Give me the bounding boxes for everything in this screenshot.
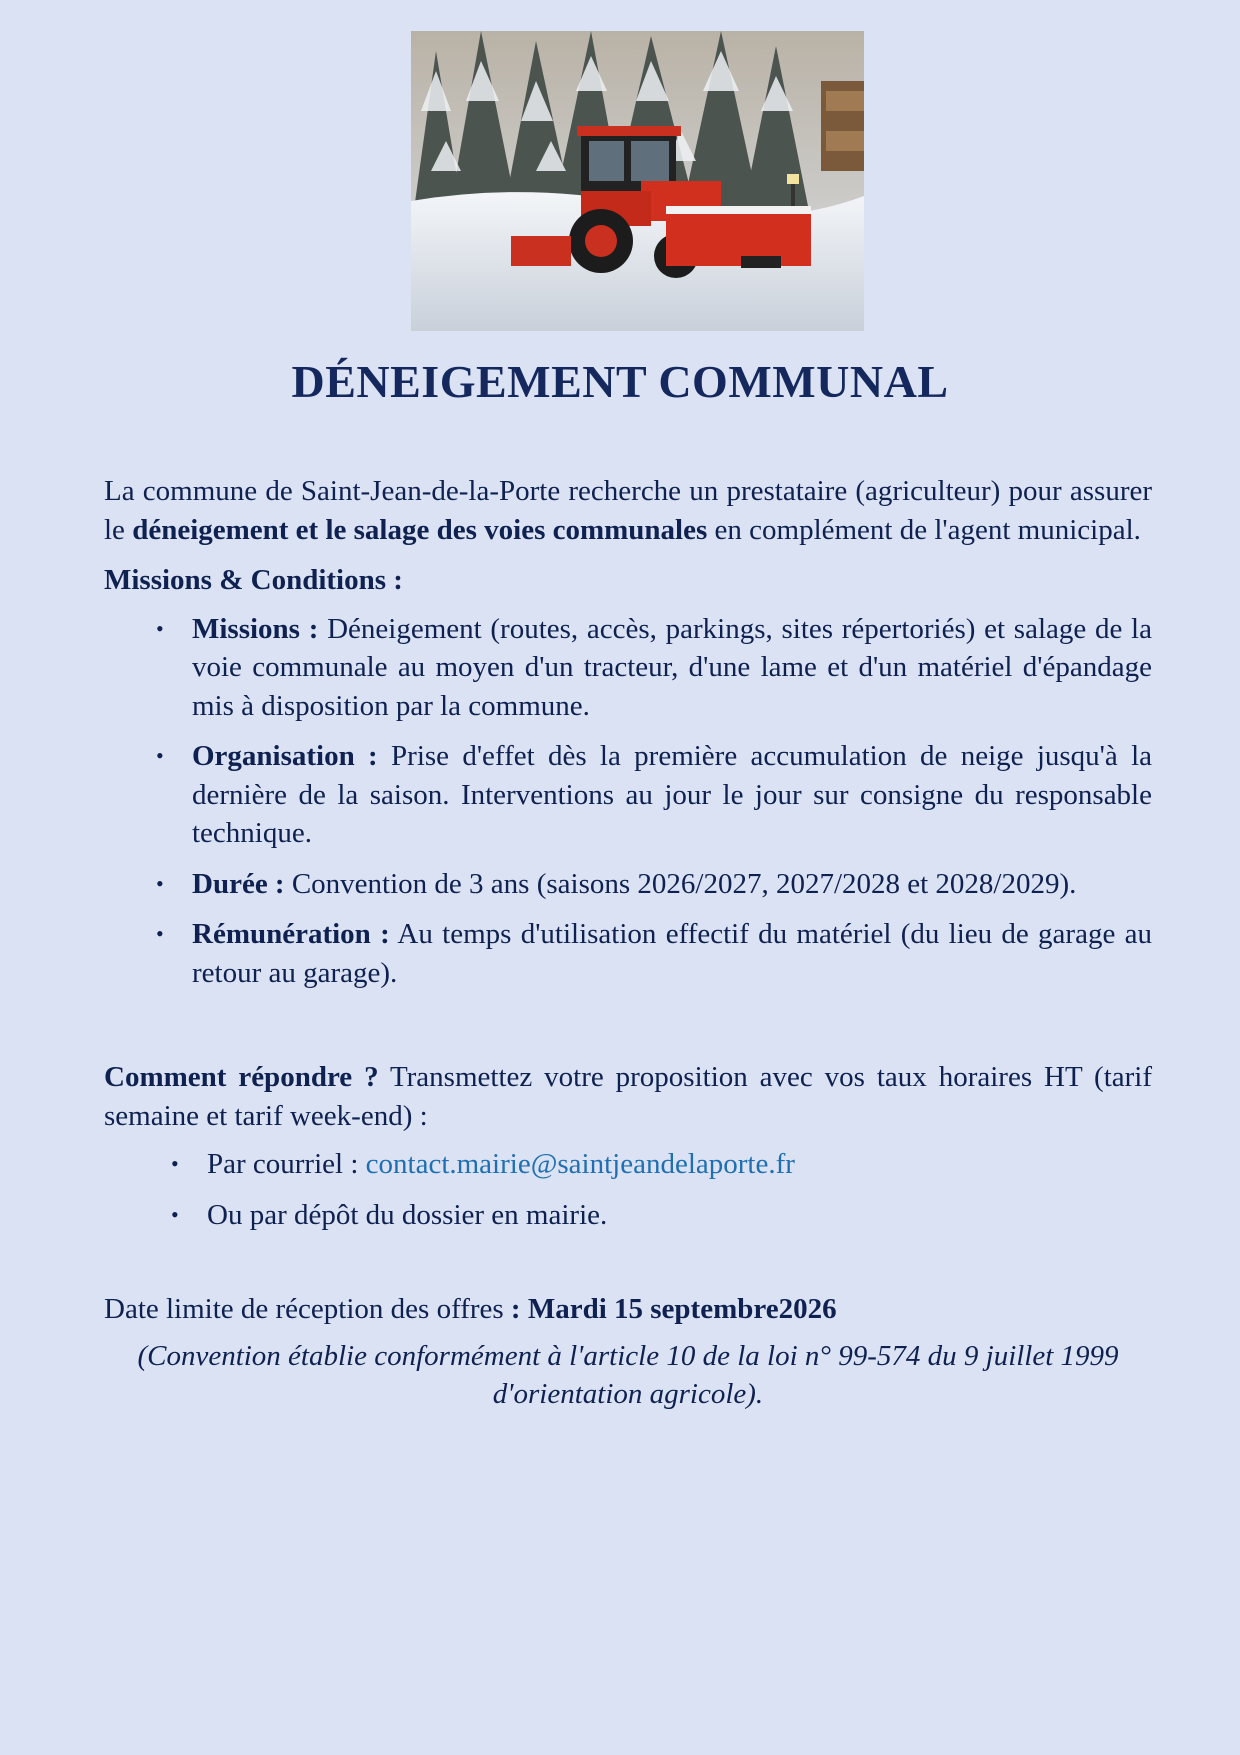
deposit-text: Ou par dépôt du dossier en mairie. <box>207 1198 608 1231</box>
list-item <box>207 1145 1152 1184</box>
mission-label: Organisation : <box>192 740 378 772</box>
list-item <box>207 1196 1152 1235</box>
deadline <box>104 1290 1152 1329</box>
page-title: DÉNEIGEMENT COMMUNAL <box>291 356 949 407</box>
mission-text: Déneigement (routes, accès, parkings, sites répertoriés) et salage de la voie communale au moyen d'un tracteur, d'une lame et d'un matériel d'épandage mis à disposition par la commune. <box>192 612 1152 722</box>
reply-text: Transmettez votre proposition avec vos taux horaires HT (tarif semaine et tarif week-end) : <box>104 1061 1153 1132</box>
mission-label: Rémunération : <box>192 918 390 950</box>
intro-paragraph <box>104 472 1152 549</box>
reply-label: Comment répondre ? <box>104 1061 379 1093</box>
missions-heading: Missions & Conditions : <box>104 564 403 596</box>
list-item <box>192 737 1152 853</box>
tractor-snow-photo <box>411 31 864 331</box>
tractor-snow-illustration <box>411 31 864 331</box>
mission-text: Convention de 3 ans (saisons 2026/2027, 2027/2028 et 2028/2029). <box>284 867 1077 900</box>
deadline-value: : Mardi 15 septembre2026 <box>510 1293 837 1325</box>
list-item <box>192 865 1152 904</box>
mission-label: Durée : <box>192 867 285 900</box>
list-item <box>192 610 1152 726</box>
mission-text: Au temps d'utilisation effectif du matériel (du lieu de garage au retour au garage). <box>192 918 1152 989</box>
intro-emphasis: déneigement et le salage des voies communales <box>132 513 708 546</box>
email-prefix: Par courriel : <box>207 1148 366 1180</box>
legal-note: (Convention établie conformément à l'article 10 de la loi n° 99-574 du 9 juillet 1999 d'orientation agricole). <box>137 1339 1119 1410</box>
reply-paragraph <box>104 1058 1152 1135</box>
reply-list <box>104 1145 1152 1234</box>
content <box>104 472 1152 1414</box>
deadline-label: Date limite de réception des offres <box>104 1293 511 1325</box>
mission-text: Prise d'effet dès la première accumulation de neige jusqu'à la dernière de la saison. Interventions au jour le jour sur consigne du responsable technique. <box>192 740 1153 849</box>
intro-text-end: en complément de l'agent municipal. <box>707 513 1141 546</box>
list-item <box>192 915 1152 992</box>
intro-text: La commune de Saint-Jean-de-la-Porte recherche un prestataire (agriculteur) pour assurer le <box>104 475 1152 546</box>
email-link[interactable]: contact.mairie@saintjeandelaporte.fr <box>365 1148 795 1180</box>
missions-list <box>104 610 1152 993</box>
mission-label: Missions : <box>192 612 319 645</box>
